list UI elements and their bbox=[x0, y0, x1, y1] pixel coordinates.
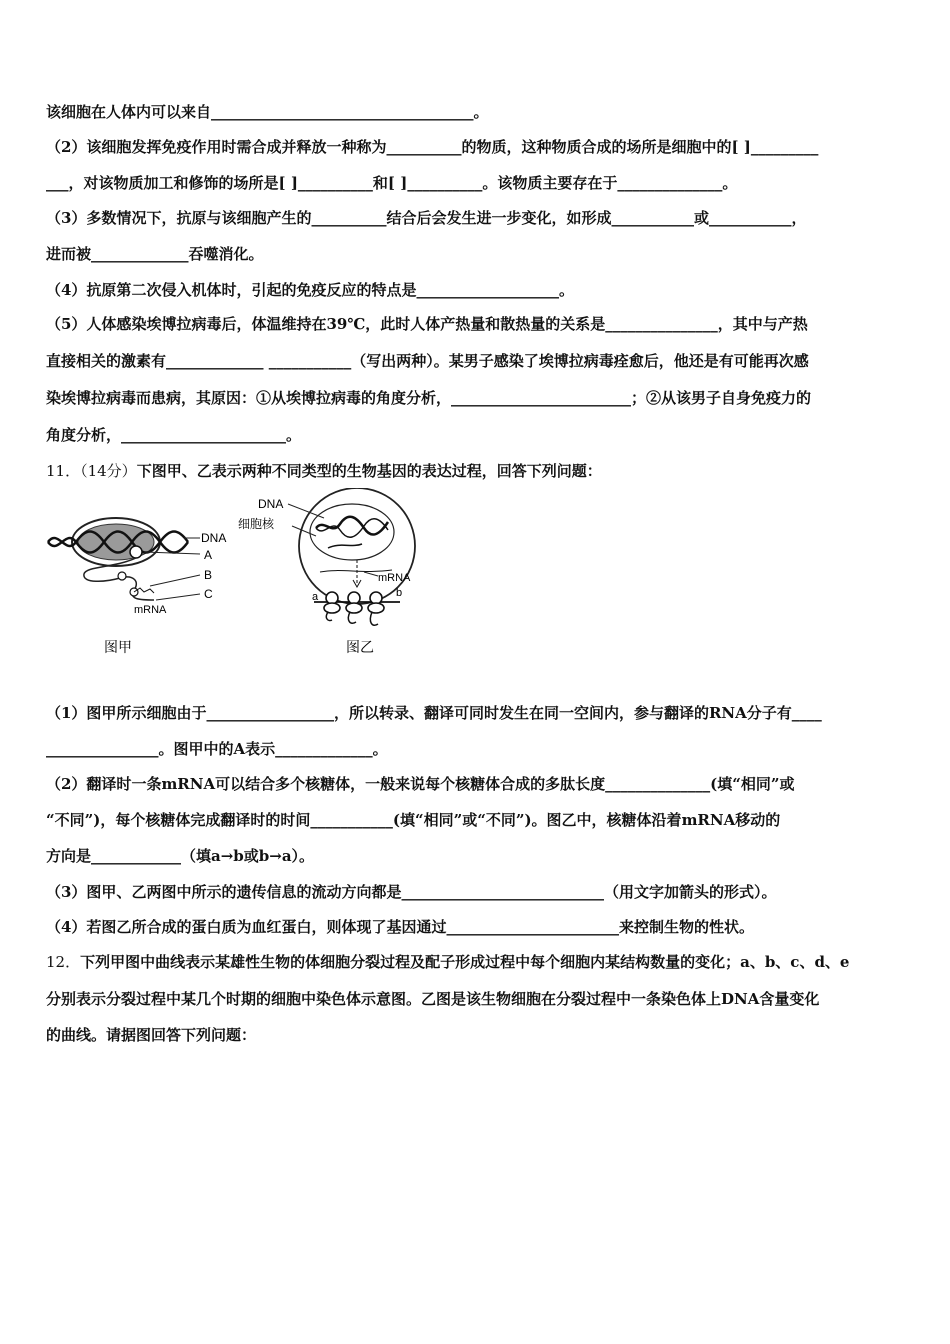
figure-yi bbox=[232, 488, 432, 666]
q11-part2-line2: “不同”)，每个核糖体完成翻译时的时间___________(填“相同”或“不同”)。图乙中，核糖体沿着mRNA移动的 bbox=[46, 811, 781, 829]
ribosome bbox=[118, 572, 126, 580]
label-b: B bbox=[204, 568, 213, 582]
q11-title: 下图甲、乙表示两种不同类型的生物基因的表达过程，回答下列问题： bbox=[136, 462, 602, 480]
q10-line-4: （3）多数情况下，抗原与该细胞产生的__________结合后会发生进一步变化，如形成___________或___________， bbox=[46, 209, 807, 227]
label-a-end: a bbox=[312, 591, 319, 603]
cell-interior bbox=[78, 524, 154, 560]
q11-part3: （3）图甲、乙两图中所示的遗传信息的流动方向都是___________________________（用文字加箭头的形式）。 bbox=[46, 883, 777, 901]
q10-line-8: 直接相关的激素有_____________ ___________（写出两种）。某男子感染了埃博拉病毒痊愈后，他还是有可能再次感 bbox=[46, 352, 809, 370]
q10-line-3: ___，对该物质加工和修饰的场所是[ ]__________和[ ]__________。该物质主要存在于______________。 bbox=[46, 174, 738, 192]
leader-mrna bbox=[364, 572, 378, 576]
label-dna: DNA bbox=[258, 497, 284, 511]
leader-c bbox=[156, 594, 200, 600]
leader-dna bbox=[288, 504, 324, 518]
q12-line-1 bbox=[46, 952, 849, 972]
q11-part1-line1: （1）图甲所示细胞由于_________________，所以转录、翻译可同时发生在同一空间内，参与翻译的RNA分子有____ bbox=[46, 704, 822, 722]
q12-number: 12． bbox=[46, 953, 81, 971]
label-mrna: mRNA bbox=[378, 572, 411, 584]
mrna-nuclear bbox=[328, 544, 362, 548]
leader-nucleus bbox=[292, 526, 316, 536]
q11-part1-line2: _______________。图甲中的A表示_____________。 bbox=[46, 740, 388, 758]
q10-line-9: 染埃博拉病毒而患病，其原因：①从埃博拉病毒的角度分析，________________________；②从该男子自身免疫力的 bbox=[46, 389, 812, 407]
q11-part2-line3: 方向是____________（填a→b或b→a）。 bbox=[46, 847, 315, 865]
label-b-end: b bbox=[396, 587, 403, 599]
polymerase-a bbox=[130, 546, 142, 558]
q10-line-1: 该细胞在人体内可以来自___________________________________。 bbox=[46, 103, 489, 121]
label-a: A bbox=[204, 548, 213, 562]
q10-line-7: （5）人体感染埃博拉病毒后，体温维持在39℃，此时人体产热量和散热量的关系是_______________，其中与产热 bbox=[46, 315, 808, 333]
q11-heading bbox=[46, 461, 602, 481]
label-mrna: mRNA bbox=[134, 604, 167, 616]
q10-line-2: （2）该细胞发挥免疫作用时需合成并释放一种称为__________的物质，这种物质合成的场所是细胞中的[ ]_________ bbox=[46, 138, 819, 156]
ribosome bbox=[346, 592, 362, 623]
nucleus bbox=[310, 504, 394, 560]
q10-line-5: 进而被_____________吞噬消化。 bbox=[46, 245, 264, 263]
ribosome bbox=[368, 592, 384, 625]
label-c: C bbox=[204, 587, 213, 601]
label-nucleus: 细胞核 bbox=[238, 517, 275, 531]
q11-part4: （4）若图乙所合成的蛋白质为血红蛋白，则体现了基因通过_______________________来控制生物的性状。 bbox=[46, 918, 754, 936]
figure-jia bbox=[44, 508, 244, 666]
q11-number: 11．（14分） bbox=[46, 462, 137, 480]
q10-line-6: （4）抗原第二次侵入机体时，引起的免疫反应的特点是___________________。 bbox=[46, 281, 574, 299]
q10-line-10: 角度分析，______________________。 bbox=[46, 426, 302, 444]
q12-line-2: 分别表示分裂过程中某几个时期的细胞中染色体示意图。乙图是该生物细胞在分裂过程中一条染色体上DNA含量变化 bbox=[46, 990, 820, 1008]
q11-part2-line1: （2）翻译时一条mRNA可以结合多个核糖体，一般来说每个核糖体合成的多肽长度______________(填“相同”或 bbox=[46, 775, 795, 793]
q12-line-3: 的曲线。请据图回答下列问题： bbox=[46, 1026, 257, 1044]
caption-jia: 图甲 bbox=[104, 639, 132, 655]
leader-b bbox=[150, 575, 200, 586]
q12-text-1: 下列甲图中曲线表示某雄性生物的体细胞分裂过程及配子形成过程中每个细胞内某结构数量的变化；a、b、c、d、e bbox=[80, 953, 850, 971]
caption-yi: 图乙 bbox=[346, 639, 374, 655]
ribosome bbox=[324, 592, 340, 621]
label-dna: DNA bbox=[201, 531, 227, 545]
